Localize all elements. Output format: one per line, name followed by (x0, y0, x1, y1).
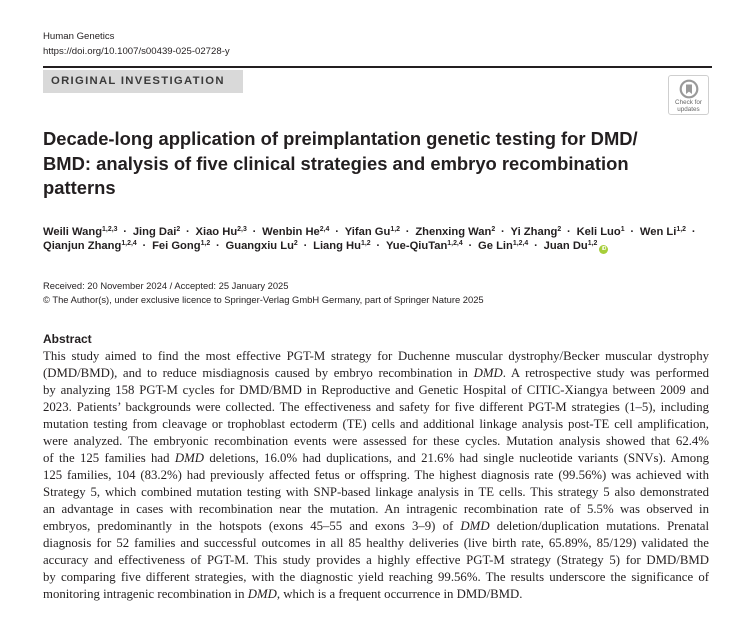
abstract-text: diagnosis for 52 families and successful outcomes in all 85 healthy deliveries (live birth rate, 65.89%, 85/129) validated the (43, 535, 709, 550)
author (262, 226, 329, 238)
abstract-line (43, 416, 709, 433)
author-line (43, 239, 701, 254)
author-name: Guangxiu Lu (225, 240, 294, 252)
title-line: patterns (43, 177, 116, 198)
author-affiliation: 1,2 (390, 226, 400, 234)
title-line: BMD: analysis of five clinical strategies and embryo recombination (43, 152, 629, 174)
author-separator: · (405, 226, 410, 238)
author (544, 240, 609, 252)
author-name: Xiao Hu (195, 226, 238, 238)
author-separator: · (216, 240, 220, 252)
author-separator: · (501, 226, 505, 238)
author (511, 226, 562, 238)
author-affiliation: 1,2,4 (512, 240, 529, 248)
author-affiliation: 2 (557, 226, 562, 234)
abstract-text: This study aimed to find the most effective PGT-M strategy for Duchenne muscular dystrophy/Becker muscular dystrophy (43, 348, 709, 363)
author-name: Weili Wang (43, 226, 103, 238)
author-affiliation: 1,2,4 (447, 240, 463, 248)
author-separator: · (303, 240, 308, 252)
author-separator: · (142, 240, 147, 252)
orcid-icon[interactable] (599, 245, 608, 254)
author-line (43, 225, 701, 239)
check-for-updates-label-line1: Check for (675, 99, 702, 106)
author (640, 226, 686, 238)
journal-name: Human Genetics (43, 31, 115, 42)
author-affiliation: 2,3 (237, 226, 247, 234)
title-line: Decade-long application of preimplantation genetic testing for DMD/ (43, 128, 638, 149)
abstract-line (43, 552, 709, 569)
abstract-text: of the 125 families had (43, 450, 175, 465)
author-affiliation: 2,4 (319, 226, 330, 234)
abstract-text: embryos, predominantly in the hotspots (exons 45–55 and exons 3–9) of (43, 518, 461, 533)
abstract-line (43, 586, 709, 603)
gene-name-italic: DMD (174, 450, 204, 465)
author-name: Ge Lin (478, 240, 513, 252)
author-separator: · (185, 226, 190, 238)
author-separator: · (468, 240, 473, 252)
author-affiliation: 1,2 (360, 240, 371, 248)
abstract-line (43, 348, 709, 365)
article-title (43, 127, 638, 201)
author-name: Zhenxing Wan (415, 226, 492, 238)
author-affiliation: 1,2 (587, 240, 598, 248)
article-history (43, 279, 484, 307)
author (478, 240, 528, 252)
abstract-text: 2023. Patients’ backgrounds were collected. The effectiveness and safety for five different PGT-M strategies (1–5), including (43, 399, 709, 414)
abstract-line (43, 501, 709, 518)
abstract-text: Strategy 5, which combined mutation testing with SNP-based linkage analysis in TE cells. This strategy 5 also demonstrated (43, 484, 709, 499)
abstract-text: accuracy and effectiveness of PGT-M. This study provides a highly effective PGT-M strategy (Strategy 5) for DMD/BMD (43, 552, 709, 567)
author-name: Liang Hu (313, 240, 361, 252)
author (43, 226, 117, 238)
abstract-line (43, 433, 709, 450)
article-type-bar (43, 70, 243, 93)
author (345, 226, 400, 238)
header-rule (43, 66, 712, 68)
abstract-text: monitoring intragenic recombination in (43, 586, 248, 601)
author (226, 240, 298, 252)
author-name: Jing Dai (132, 226, 177, 238)
abstract-line (43, 569, 709, 586)
author (152, 240, 210, 252)
author-name: Fei Gong (152, 240, 201, 252)
author-name: Yi Zhang (510, 226, 558, 238)
author (415, 226, 495, 238)
abstract-text: were analyzed. The embryonic recombination events were assessed for these cycles. Mutation analysis showed that 62.4% (43, 433, 709, 448)
author-affiliation: 1,2 (676, 226, 687, 234)
abstract-text: deletion/duplication mutations. Prenatal (489, 518, 709, 533)
abstract-text: by comparing five different strategies, with the diagnostic yield reaching 99.56%. The results underscore the significance of (43, 569, 709, 584)
check-for-updates-icon (679, 79, 699, 99)
abstract-text: , which is a frequent occurrence in DMD/BMD. (276, 586, 523, 601)
abstract-text: mutation testing from cleavage or trophoblast ectoderm (TE) cells and additional linkage analysis post-TE cell amplification, (43, 416, 709, 431)
author-name: Wenbin He (262, 226, 320, 238)
abstract-heading: Abstract (43, 332, 92, 346)
author (386, 240, 463, 252)
abstract-line (43, 484, 709, 501)
author-separator: · (376, 240, 381, 252)
check-for-updates-badge[interactable] (668, 75, 709, 115)
abstract-text: . A retrospective study was performed (502, 365, 709, 380)
author-separator: · (691, 226, 696, 238)
abstract-line (43, 399, 709, 416)
author-name: Wen Li (639, 226, 677, 238)
author-affiliation: 1,2,4 (121, 240, 137, 248)
abstract-line (43, 467, 709, 484)
abstract-text: (DMD/BMD), and to reduce misdiagnosis caused by embryo recombination in (43, 365, 474, 380)
abstract-text: by analyzing 158 PGT-M cycles for DMD/BMD in Reproductive and Genetic Hospital of CITIC-Xiangya between 2009 and (43, 382, 709, 397)
check-for-updates-label-line2: updates (677, 105, 700, 113)
author-affiliation: 2 (176, 226, 181, 234)
abstract-body (43, 348, 709, 603)
abstract-text: deletions, 16.0% had duplications, and 21.6% had single nucleotide variants (SNVs). Among (204, 450, 710, 465)
author-affiliation: 1 (620, 226, 625, 234)
author-name: Yue-QiuTan (385, 240, 448, 252)
author (577, 226, 625, 238)
abstract-line (43, 365, 709, 382)
abstract-line (43, 382, 709, 399)
author-separator: · (335, 226, 339, 238)
gene-name-italic: DMD (473, 365, 503, 380)
gene-name-italic: DMD (247, 586, 277, 601)
article-type-label: ORIGINAL INVESTIGATION (51, 75, 225, 87)
author-affiliation: 2 (491, 226, 496, 234)
doi-link[interactable]: https://doi.org/10.1007/s00439-025-02728-y (43, 46, 230, 57)
abstract-text: an advantage in cases with recombination near the mutation. An intragenic recombination rate of 5.5% was observed in (43, 501, 709, 516)
author-name: Qianjun Zhang (43, 240, 122, 252)
author-name: Keli Luo (576, 226, 621, 238)
author-affiliation: 2 (293, 240, 298, 248)
author-separator: · (534, 240, 538, 252)
author (133, 226, 180, 238)
author-list (43, 225, 701, 254)
abstract-line (43, 535, 709, 552)
author-name: Yifan Gu (344, 226, 391, 238)
author (313, 240, 371, 252)
abstract-line (43, 450, 709, 467)
orcid-icon-label: iD (601, 246, 607, 252)
author-separator: · (567, 226, 571, 238)
copyright-notice: © The Author(s), under exclusive licence to Springer-Verlag GmbH Germany, part of Springer Nature 2025 (43, 294, 484, 305)
gene-name-italic: DMD (460, 518, 490, 533)
author-separator: · (123, 226, 128, 238)
received-accepted-dates: Received: 20 November 2024 / Accepted: 25 January 2025 (43, 280, 289, 291)
author-name: Juan Du (543, 240, 588, 252)
author-affiliation: 1,2,3 (102, 226, 118, 234)
abstract-line (43, 518, 709, 535)
author-separator: · (630, 226, 635, 238)
author-affiliation: 1,2 (200, 240, 211, 248)
author (196, 226, 247, 238)
author-separator: · (252, 226, 257, 238)
author (43, 240, 137, 252)
abstract-text: 125 families, 104 (83.2%) had previously affected fetus or offspring. The highest diagnosis rate (99.56%) was achieved with (43, 467, 709, 482)
